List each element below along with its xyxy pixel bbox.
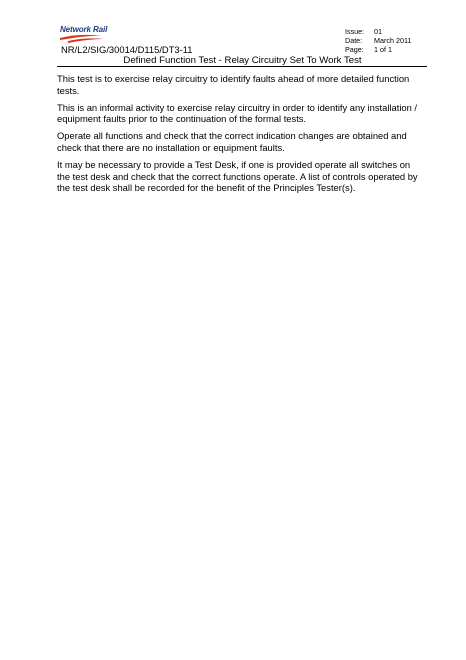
meta-value: 01 bbox=[374, 27, 382, 36]
meta-page bbox=[345, 45, 411, 54]
logo-text: Network Rail bbox=[60, 25, 108, 34]
document-body bbox=[57, 73, 425, 199]
meta-value: March 2011 bbox=[374, 36, 412, 45]
document-meta bbox=[345, 27, 411, 54]
meta-label: Date: bbox=[345, 36, 363, 45]
document-reference: NR/L2/SIG/30014/D115/DT3-11 bbox=[61, 44, 193, 55]
meta-value: 1 of 1 bbox=[374, 45, 392, 54]
meta-date bbox=[345, 36, 411, 45]
body-paragraph: It may be necessary to provide a Test Desk, if one is provided operate all switches on the test desk and check that the correct functions operate. A list of controls operated by the test desk shall be recorded for the benefit of the Principles Tester(s). bbox=[57, 158, 418, 194]
network-rail-logo bbox=[58, 24, 118, 46]
document-title: Defined Function Test - Relay Circuitry Set To Work Test bbox=[123, 55, 362, 66]
header-divider bbox=[57, 66, 427, 67]
logo-swoosh-icon bbox=[58, 24, 118, 46]
body-paragraph: Operate all functions and check that the correct indication changes are obtained and check that there are no installation or equipment faults. bbox=[57, 130, 407, 153]
body-paragraph: This test is to exercise relay circuitry to identify faults ahead of more detailed function tests. bbox=[57, 73, 410, 96]
meta-issue bbox=[345, 27, 411, 36]
meta-label: Issue: bbox=[345, 27, 365, 36]
body-paragraph: This is an informal activity to exercise relay circuitry in order to identify any installation / equipment faults prior to the continuation of the formal tests. bbox=[57, 101, 418, 125]
meta-label: Page: bbox=[345, 45, 364, 54]
